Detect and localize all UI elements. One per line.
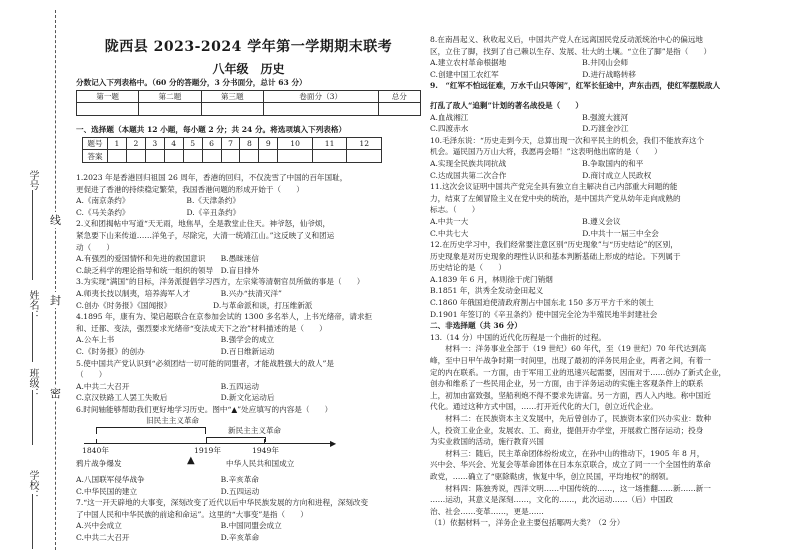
question-number: 6 — [202, 138, 221, 150]
question-line: 力，结束了左倾冒险主义在党中央的统治，是中国共产党从幼年走向成熟的 — [430, 193, 681, 203]
question-line: C.《马关条约》 D.《辛丑条约》 — [76, 207, 241, 217]
question-line: 10.毛泽东说：“历史走到今天，总算出现一次和平民主的机会，我们不能放弃这个 — [430, 135, 705, 145]
material-line: 为实业救国的活动，施行教育兴国 — [430, 437, 544, 447]
school-label: 学校： — [27, 470, 38, 500]
question-line: A.中共二大召开 B.五四运动 — [76, 381, 259, 391]
answer-cell[interactable] — [164, 150, 183, 163]
student-number-label: 学号 — [27, 170, 38, 190]
material-line: 峰，至中日甲午战争时期一时间里，出现了最初的洋务民用企业，两者之间，有着一 — [430, 356, 711, 366]
question-line: A.兴中会成立 B.中国同盟会成立 — [76, 521, 282, 531]
score-table — [76, 90, 421, 116]
timeline — [76, 415, 421, 473]
material-line: 创办和维系了一些民用企业，另一方面，由于洋务运动的实施主客观条件上的联系 — [430, 379, 704, 389]
question-line: C.1860 年俄国迫使清政府割占中国东北 150 多万平方千米的领土 — [430, 298, 654, 308]
score-header: 第二题 — [139, 91, 201, 103]
question-line: C.中共七大 D.中共十一届三中全会 — [430, 228, 659, 238]
question-line: 8.在南昌起义、秋收起义后，中国共产党人在远离国民党反动派统治中心的偏远地 — [430, 35, 704, 44]
question-line: A.中共一大 B.遵义会议 — [430, 216, 621, 226]
question-line: D.1901 年签订的《辛丑条约》使中国完全沦为半殖民地半封建社会 — [430, 309, 658, 319]
answer-cell[interactable] — [221, 150, 240, 163]
material-line: 材料一：洋务事业全部于（19 世纪）60 年代，至（19 世纪）70 年代达到高 — [430, 344, 707, 354]
question-line: 历史结论的是（ ） — [430, 263, 506, 273]
timeline-tick — [206, 439, 207, 444]
question-line: C.四渡赤水 D.巧渡金沙江 — [430, 124, 629, 134]
question-line: 区，立住了脚，找到了自己赖以生存、发展、壮大的土壤。“立住了脚”是指（ ） — [430, 46, 712, 56]
question-line: 标志。（ ） — [430, 205, 480, 215]
score-cell[interactable] — [378, 103, 420, 116]
question-number: 7 — [221, 138, 240, 150]
section2-heading: 二、非选择题（共 36 分） — [430, 321, 522, 331]
question-line: C.达成国共第二次合作 D.商讨成立人民政权 — [430, 170, 652, 180]
seal-word-line: 线 — [50, 214, 61, 227]
question-line: （ ） — [76, 370, 107, 380]
question-line: 7.“这一开天辟地的大事变，深刻改变了近代以后中华民族发展的方向和进程，深刻改变 — [76, 498, 369, 508]
question-line: 打乱了敌人“追剿”计划的著名战役是（ ） — [430, 100, 584, 110]
question-line: 历史现象是对历史现象的理性认识和基本判断基础上形成的结论。下列属于 — [430, 251, 681, 261]
seal-word-seal: 封 — [50, 294, 61, 307]
question-number: 8 — [240, 138, 259, 150]
binding-margin — [0, 0, 70, 560]
answer-cell[interactable] — [347, 150, 382, 163]
material-line: （1）依据材料一，洋务企业主要包括哪两大类？（2 分） — [430, 518, 625, 528]
question-line: A.建立农村革命根据地 B.井冈山会师 — [430, 58, 629, 68]
material-line: 材料三：随后，民主革命团体纷纷成立，在孙中山的推动下，1905 年 8 月， — [430, 448, 705, 458]
material-line: 材料四：陈独秀说，西洋文明……中国传统的……，这一场推翻……新……新一 — [430, 483, 711, 493]
timeline-tick — [96, 439, 97, 444]
answer-cell[interactable] — [183, 150, 202, 163]
exam-title: 陇西县 2023-2024 学年第一学期期末联考 — [104, 39, 393, 55]
question-number: 12 — [347, 138, 382, 150]
question-line: 紧急要下山来传道……洋兔子，尽除完，大清一统靖江山。”这反映了义和团运 — [76, 230, 335, 240]
question-line: C.《时务报》的创办 D.百日维新运动 — [76, 346, 275, 356]
question-line: 9. “红军不怕远征难，万水千山只等闲”，红军长征途中，声东击西，使红军摆脱敌人 — [430, 81, 721, 91]
question-line — [430, 92, 784, 100]
question-number: 11 — [312, 138, 347, 150]
question-line: 11.这次会议证明中国共产党完全具有独立自主解决自己内部重大问题的能 — [430, 182, 678, 192]
right-column — [430, 34, 784, 554]
answer-cell[interactable] — [126, 150, 145, 163]
question-number: 1 — [108, 138, 127, 150]
question-line: 2.义和团揭帖中写道“天无雨，地焦旱，全是教堂止住天。神爷怒，仙爷烦， — [76, 219, 331, 229]
question-line: 4.1895 年，康有为、梁启超联合在京参加会试的 1300 多名举人，上书光绪帝，请求拒 — [76, 312, 373, 322]
seal-word-secret: 密 — [50, 387, 61, 400]
answer-table — [82, 137, 382, 163]
question-line: A.师夷长技以制夷，培养海军人才 B.兴办“扶清灭洋” — [76, 288, 282, 298]
answer-cell[interactable] — [240, 150, 259, 163]
answer-cell[interactable] — [259, 150, 278, 163]
question-line: 更促进了香港的持续稳定繁荣，我国香港问题的形成开始于（ ） — [76, 184, 304, 194]
timeline-tick — [264, 439, 265, 444]
material-line: ……运动，其意义是深刻……，文化的……，此次运动……（后）中国政 — [430, 495, 673, 505]
question-number: 4 — [164, 138, 183, 150]
class-label: 班级： — [27, 368, 38, 398]
question-line: 12.在历史学习中，我们经常要注意区别“历史现象”与“历史结论”的区别， — [430, 240, 678, 250]
answer-row-label: 答案 — [83, 150, 108, 163]
score-header: 第一题 — [77, 91, 139, 103]
question-line: 13.（14 分）中国的近代化历程是一个曲折的过程。 — [430, 332, 607, 342]
question-line: 机会。逼民国乃万山大将，我愿再会晤！”这表明他出席的是（ ） — [430, 147, 662, 157]
question-number: 10 — [278, 138, 313, 150]
question-line: 6.时间轴能够帮助我们更好地学习历史。图中“▲”处应填写的内容是（ ） — [76, 404, 333, 414]
material-line: 政党，……确立了“驱除鞑虏，恢复中华，创立民国，平均地权”的纲领。 — [430, 471, 674, 481]
question-line: C.缺乏科学的理论指导和统一组织的领导 D.盲目排外 — [76, 265, 260, 275]
question-line: B.1851 年，洪秀全发动金田起义 — [430, 286, 544, 296]
question-line: 1.2023 年是香港回归祖国 26 周年，香港的回归，不仅洗雪了中国的百年国耻， — [76, 173, 348, 182]
question-number: 9 — [259, 138, 278, 150]
timeline-event-right: 中华人民共和国成立 — [226, 459, 295, 468]
timeline-bracket-old — [96, 427, 206, 434]
school-field[interactable] — [32, 494, 33, 549]
question-line: 了中国人民和中华民族的前途和命运”。这里的“大事变”是指（ ） — [76, 509, 308, 519]
score-cell[interactable] — [263, 103, 378, 116]
material-line: 代化。通过这种方式中国，……打开近代化的大门，创立近代企业。 — [430, 402, 658, 412]
score-cell[interactable] — [139, 103, 201, 116]
answer-cell[interactable] — [145, 150, 164, 163]
question-line: A.有强烈的爱国情怀和先进的救国意识 B.愚昧迷信 — [76, 254, 259, 264]
student-number-field[interactable] — [32, 190, 33, 280]
question-line: A.1839 年 6 月，林则徐于虎门销烟 — [430, 274, 553, 284]
answer-row-label: 题号 — [83, 138, 108, 150]
timeline-year: 1949年 — [252, 446, 279, 455]
question-number: 2 — [126, 138, 145, 150]
exam-subject: 八年级 历史 — [212, 62, 285, 76]
timeline-year: 1919年 — [194, 446, 221, 455]
question-line: 动（ ） — [76, 242, 114, 252]
score-cell[interactable] — [77, 103, 139, 116]
score-header: 总分 — [378, 91, 420, 103]
question-line: C.创建中国工农红军 D.进行战略转移 — [430, 69, 637, 79]
seal-dashed-line — [55, 10, 56, 550]
question-line: A.八国联军侵华战争 B.辛亥革命 — [76, 475, 259, 484]
question-line: C.中华民国的建立 D.五四运动 — [76, 486, 260, 496]
questions-block-2 — [76, 474, 421, 544]
question-line: 5.使中国共产党认识到“必须团结一切可能的同盟者，才能战胜强大的敌人”是 — [76, 358, 335, 368]
timeline-era-new: 新民主主义革命 — [228, 426, 282, 435]
timeline-axis — [84, 443, 332, 444]
answer-cell[interactable] — [108, 150, 127, 163]
score-header: 卷面分（3） — [263, 91, 378, 103]
question-line: 和、迁都、变法，强烈要求光绪帝“变法成天下之治”材料描述的是（ ） — [76, 323, 327, 333]
question-line: C.中共二大召开 D.辛亥革命 — [76, 532, 260, 542]
question-line: A.血战湘江 B.强渡大渡河 — [430, 112, 629, 122]
question-number: 5 — [183, 138, 202, 150]
material-line: 兴中会、华兴会、光复会等革命团体在日本东京联合，成立了同一一个全国性的革命 — [430, 460, 711, 470]
triangle-marker-icon: ▲ — [187, 455, 195, 466]
question-line: A.《南京条约》 B.《天津条约》 — [76, 196, 240, 206]
material-line: 材料二：在民族资本主义发展中，先后曾创办了，民族资本家们兴办实业：数种 — [430, 414, 711, 423]
answer-cell[interactable] — [312, 150, 347, 163]
question-line: A.公车上书 B.强学会的成立 — [76, 335, 275, 345]
answer-cell[interactable] — [202, 150, 221, 163]
class-field[interactable] — [32, 390, 33, 445]
score-header: 第三题 — [201, 91, 263, 103]
section1-heading: 一、选择题（本题共 12 小题，每小题 2 分；共 24 分。将选项填入下列表格） — [76, 125, 347, 134]
material-line: 人，投资工业企业，发展农、工、商业，提倡开办学堂，开展救亡图存运动；投身 — [430, 425, 704, 435]
question-line: A.实现全民族共同抗战 B.争取国内的和平 — [430, 158, 644, 168]
material-line: 上，初加由富致强，坚船利炮不得不要求先讲富。另一方面，西人入内地。称中国近 — [430, 390, 711, 400]
question-line: C.创办《时务报》《国闻报》 D.与革命派和谈，打压维新派 — [76, 300, 313, 310]
timeline-event-left: 鸦片战争爆发 — [76, 459, 122, 468]
questions-block-1 — [76, 172, 421, 415]
question-line: C.京汉铁路工人罢工失败后 D.新文化运动后 — [76, 393, 275, 403]
material-line: 定的内在联系。一方面，由于军用工业的迅速兴起需要，因而对于……创办了新式企业， — [430, 367, 727, 377]
score-note: 分数记入下列表格中。（60 分的答题分，3 分书面分，总计 63 分） — [76, 78, 307, 87]
question-number: 3 — [145, 138, 164, 150]
timeline-era-old: 旧民主主义革命 — [146, 416, 200, 425]
name-label: 姓名： — [27, 290, 38, 320]
timeline-year: 1840年 — [82, 446, 109, 455]
material-line: 治、社会……变革……，更是…… — [430, 506, 544, 516]
arrow-right-icon: ▶ — [330, 439, 337, 448]
question-line: 3.为实现“满国”的目标，洋务派提倡学习西方，左宗棠等清朝官员所做的事是（ ） — [76, 277, 365, 287]
timeline-bracket-new — [206, 437, 266, 442]
name-field[interactable] — [32, 312, 33, 362]
answer-cell[interactable] — [278, 150, 313, 163]
score-cell[interactable] — [201, 103, 263, 116]
